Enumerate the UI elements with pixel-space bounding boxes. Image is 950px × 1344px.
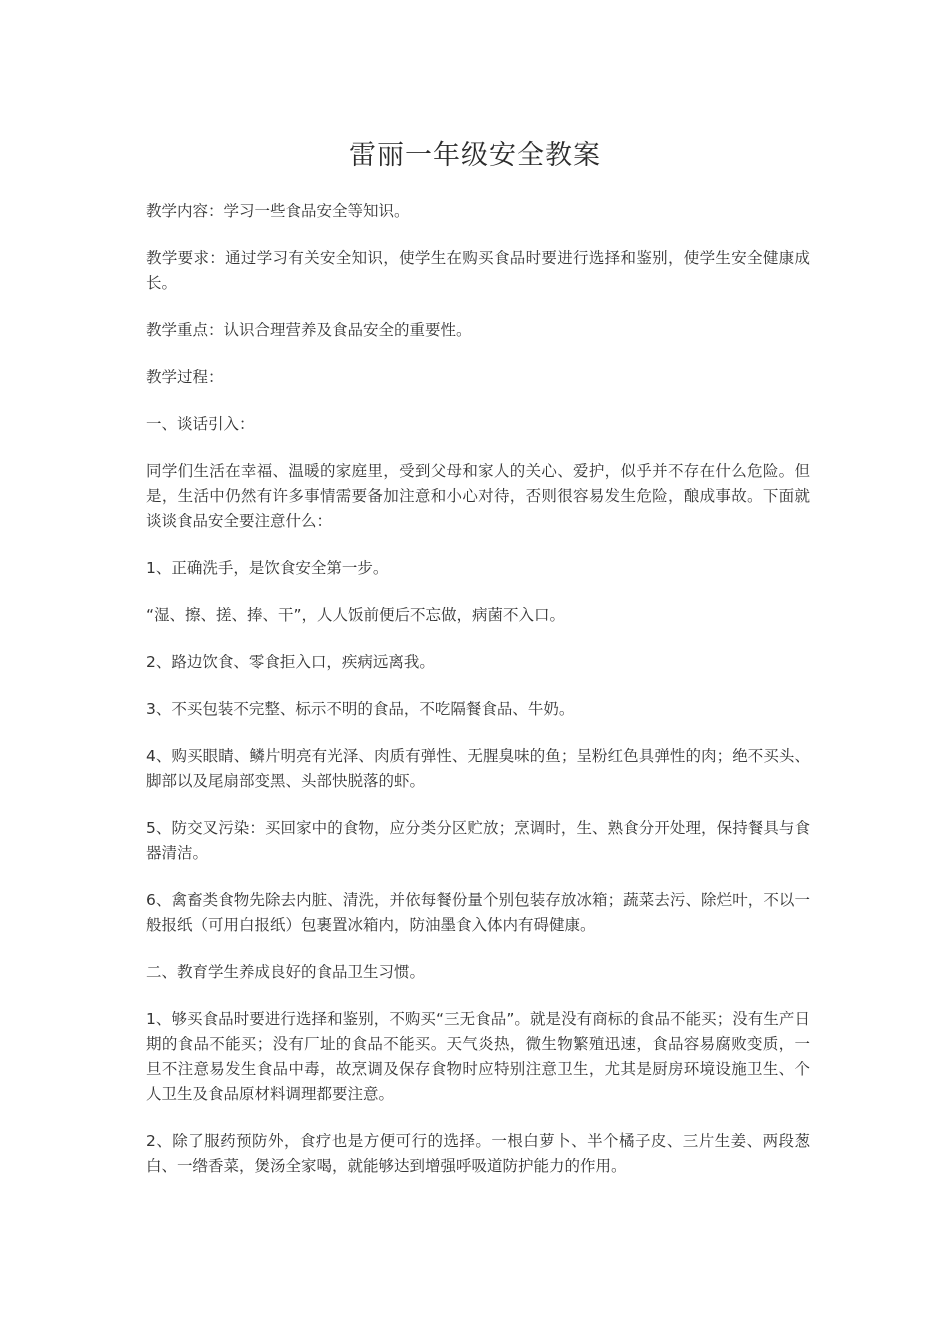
- section-heading-habits: 二、教育学生养成良好的食品卫生习惯。: [146, 963, 426, 981]
- list-item: 1、正确洗手，是饮食安全第一步。: [146, 559, 389, 577]
- list-item: 4、购买眼睛、鳞片明亮有光泽、肉质有弹性、无腥臭味的鱼；呈粉红色具弹性的肉；绝不买头、脚部以及尾扇部变黑、头部快脱落的虾。: [146, 747, 810, 790]
- paragraph-teaching-process: 教学过程：: [146, 368, 224, 386]
- paragraph-teaching-content: 教学内容：学习一些食品安全等知识。: [146, 202, 410, 220]
- list-item: 6、禽畜类食物先除去内脏、清洗，并依每餐份量个别包装存放冰箱；蔬菜去污、除烂叶，不以一般报纸（可用白报纸）包裹置冰箱内，防油墨食入体内有碍健康。: [146, 891, 810, 934]
- list-item: 3、不买包装不完整、标示不明的食品，不吃隔餐食品、牛奶。: [146, 700, 575, 718]
- paragraph-introduction: 同学们生活在幸福、温暖的家庭里，受到父母和家人的关心、爱护，似乎并不存在什么危险。但是，生活中仍然有许多事情需要备加注意和小心对待，否则很容易发生危险，酿成事故。下面就谈谈食品安全要注意什么：: [146, 462, 810, 530]
- list-item: “湿、擦、搓、捧、干”，人人饭前便后不忘做，病菌不入口。: [146, 606, 566, 624]
- document-title: 雷丽一年级安全教案: [349, 140, 601, 171]
- list-item: 2、路边饮食、零食拒入口，疾病远离我。: [146, 653, 435, 671]
- paragraph-teaching-requirements: 教学要求：通过学习有关安全知识，使学生在购买食品时要进行选择和鉴别，使学生安全健康成长。: [146, 249, 810, 292]
- paragraph-teaching-focus: 教学重点：认识合理营养及食品安全的重要性。: [146, 321, 472, 339]
- list-item: 2、除了服药预防外，食疗也是方便可行的选择。一根白萝卜、半个橘子皮、三片生姜、两段葱白、一绺香菜，煲汤全家喝，就能够达到增强呼吸道防护能力的作用。: [146, 1132, 810, 1175]
- list-item: 1、够买食品时要进行选择和鉴别，不购买“三无食品”。就是没有商标的食品不能买；没有生产日期的食品不能买；没有厂址的食品不能买。天气炎热，微生物繁殖迅速，食品容易腐败变质，一旦不注意易发生食品中毒，故烹调及保存食物时应特别注意卫生，尤其是厨房环境设施卫生、个人卫生及食品原材料调理都要注意。: [146, 1010, 810, 1103]
- section-heading-introduction: 一、谈话引入：: [146, 415, 255, 433]
- document-body: [146, 199, 810, 1201]
- list-item: 5、防交叉污染：买回家中的食物，应分类分区贮放；烹调时，生、熟食分开处理，保持餐具与食器清洁。: [146, 819, 810, 862]
